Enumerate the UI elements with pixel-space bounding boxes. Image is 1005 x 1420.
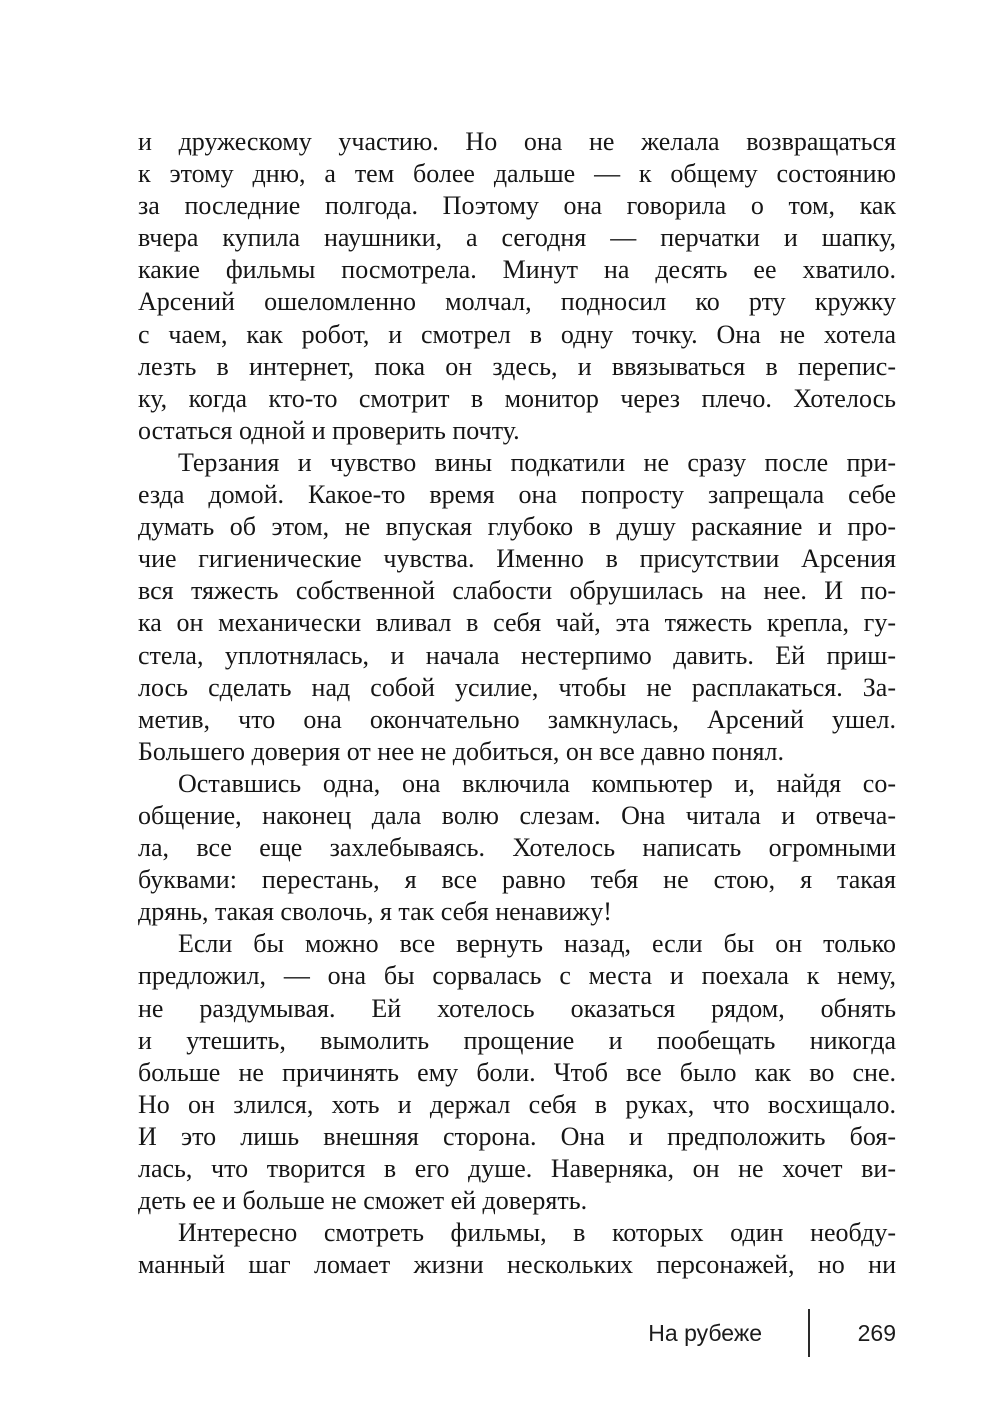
text-line: Терзания и чувство вины подкатили не сразу после при- <box>178 447 896 477</box>
text-line: ку, когда кто-то смотрит в монитор через плечо. Хотелось <box>138 383 896 413</box>
text-line: и утешить, вымолить прощение и пообещать никогда <box>138 1025 896 1055</box>
text-line: ка он механически вливал в себя чай, эта тяжесть крепла, гу- <box>138 608 896 638</box>
page-number: 269 <box>857 1319 896 1346</box>
text-line: чие гигиенические чувства. Именно в присутствии Арсения <box>138 544 896 574</box>
running-title: На рубеже <box>648 1319 762 1346</box>
text-line: с чаем, как робот, и смотрел в одну точку. Она не хотела <box>138 319 896 349</box>
text-line: Если бы можно все вернуть назад, если бы он только <box>178 929 896 959</box>
text-line: думать об этом, не впуская глубоко в душу раскаяние и про- <box>138 512 896 542</box>
text-line: Оставшись одна, она включила компьютер и, найдя со- <box>178 768 896 798</box>
page-footer <box>138 1306 896 1360</box>
text-line: общение, наконец дала волю слезам. Она читала и отвеча- <box>138 800 896 830</box>
text-line: ла, все еще захлебываясь. Хотелось написать огромными <box>138 833 896 863</box>
text-line: Интересно смотреть фильмы, в которых один необду- <box>178 1218 896 1248</box>
text-line: остаться одной и проверить почту. <box>138 415 520 445</box>
text-line: стела, уплотнялась, и начала нестерпимо давить. Ей приш- <box>138 640 896 670</box>
footer-divider <box>808 1309 810 1357</box>
page-body <box>138 126 896 1281</box>
text-line: Арсений ошеломленно молчал, подносил ко рту кружку <box>138 287 896 317</box>
text-line: дрянь, такая сволочь, я так себя ненавижу! <box>138 897 612 927</box>
text-line: не раздумывая. Ей хотелось оказаться рядом, обнять <box>138 993 896 1023</box>
text-line: вся тяжесть собственной слабости обрушилась на нее. И по- <box>138 576 896 606</box>
text-line: вчера купила наушники, а сегодня — перчатки и шапку, <box>138 223 896 253</box>
text-line: езда домой. Какое-то время она попросту запрещала себе <box>138 480 896 510</box>
text-line: Но он злился, хоть и держал себя в руках, что восхищало. <box>138 1089 896 1119</box>
text-line: какие фильмы посмотрела. Минут на десять ее хватило. <box>138 255 896 285</box>
text-line: манный шаг ломает жизни нескольких персонажей, но ни <box>138 1250 896 1280</box>
text-line: и дружескому участию. Но она не желала возвращаться <box>138 127 896 156</box>
text-line: лезть в интернет, пока он здесь, и ввязываться в перепис- <box>138 351 896 381</box>
text-line: лась, что творится в его душе. Наверняка, он не хочет ви- <box>138 1154 896 1183</box>
text-line: больше не причинять ему боли. Чтоб все было как во сне. <box>138 1057 896 1087</box>
text-line: деть ее и больше не сможет ей доверять. <box>138 1186 588 1216</box>
text-line: метив, что она окончательно замкнулась, Арсений ушел. <box>138 704 896 734</box>
text-line: за последние полгода. Поэтому она говорила о том, как <box>138 191 896 221</box>
text-line: Большего доверия от нее не добиться, он все давно понял. <box>138 736 784 766</box>
text-line: предложил, — она бы сорвалась с места и поехала к нему, <box>138 961 896 991</box>
text-line: И это лишь внешняя сторона. Она и предположить боя- <box>138 1121 896 1151</box>
text-line: лось сделать над собой усилие, чтобы не расплакаться. За- <box>138 672 896 702</box>
text-line: к этому дню, а тем более дальше — к общему состоянию <box>138 159 896 189</box>
text-line: буквами: перестань, я все равно тебя не стою, я такая <box>138 865 896 895</box>
